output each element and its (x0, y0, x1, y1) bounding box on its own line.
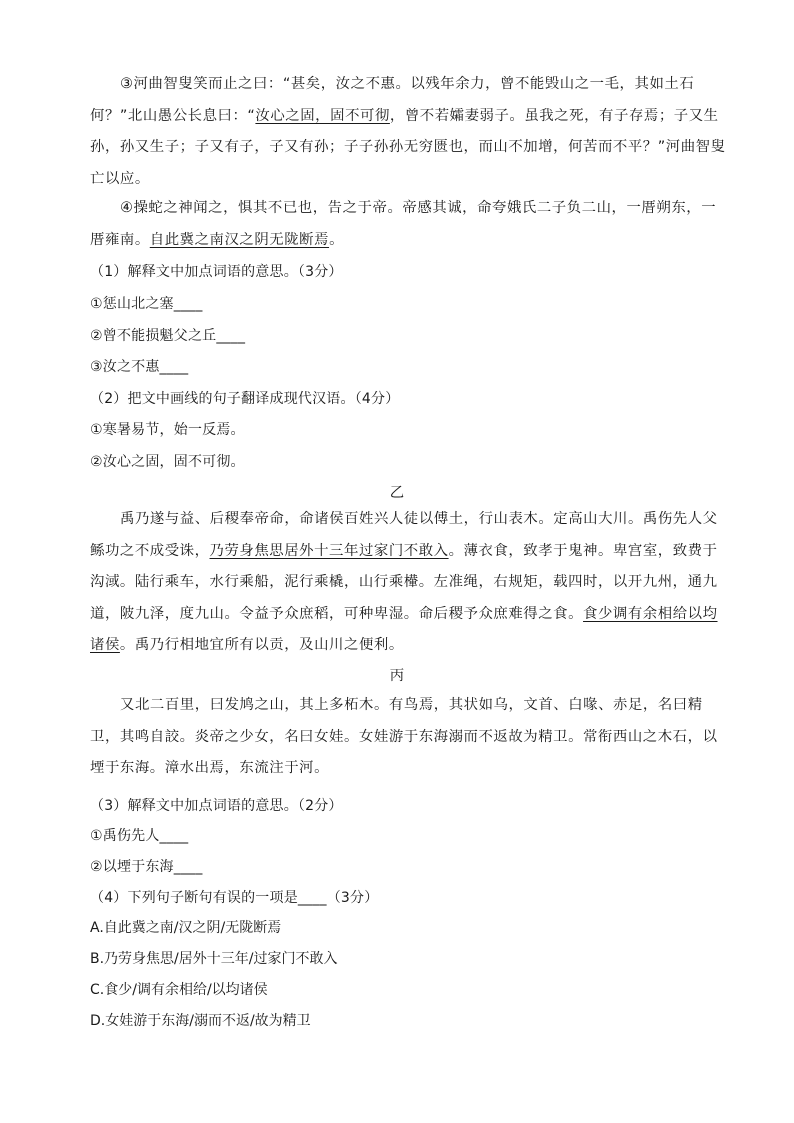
question-4: （4）下列句子断句有误的一项是____（3分） (90, 890, 379, 906)
passage-jia-paragraph-4 (90, 193, 730, 256)
heading-yi: 乙 (389, 485, 405, 501)
passage-jia-paragraph-3 (90, 69, 730, 195)
question-2-item-b: ②汝心之固，固不可彻。 (90, 454, 245, 470)
option-a: A.自此冀之南/汉之阴/无陇断焉 (90, 920, 282, 936)
yi-text-2: 。薄衣食，致孝于鬼神。卑宫室，致费于沟淢。陆行乘车，水行乘船，泥行乘橇，山行乘檋。左准绳，右规矩，载四时，以开九州，通九道，陂九泽，度九山。令益予众庶稻，可种卑湿。命后稷予众庶难得之食。 (90, 542, 718, 622)
p3-underlined-sentence: 汝心之固，固不可彻 (255, 107, 390, 124)
option-b: B.乃劳身焦思/居外十三年/过家门不敢入 (90, 951, 338, 967)
p3-text: ③河曲智叟笑而止之曰：“甚矣，汝之不惠。以残年余力，曾不能毁山之一毛，其如土石何？”北山愚公长息曰：“ (90, 76, 695, 124)
yi-text-1: 禹乃遂与益、后稷奉帝命，命诸侯百姓兴人徒以傅土，行山表木。定高山大川。禹伤先人父鲧功之不成受诛， (90, 511, 718, 559)
question-1-item-b: ②曾不能损魁父之丘____ (90, 328, 246, 344)
option-c: C.食少/调有余相给/以均诸侯 (90, 982, 268, 998)
question-3-item-b: ②以堙于东海____ (90, 859, 203, 875)
question-3: （3）解释文中加点词语的意思。（2分） (90, 798, 343, 814)
p3-rest: ，曾不若孀妻弱子。虽我之死，有子存焉；子又生孙，孙又生子；子又有子，子又有孙；子子孙孙无穷匮也，而山不加增，何苦而不平？”河曲智叟亡以应。 (90, 107, 726, 187)
yi-underlined-sentence-2: 食少调有余相给以均诸侯 (90, 605, 718, 653)
question-1: （1）解释文中加点词语的意思。（3分） (90, 264, 343, 280)
question-2-item-a: ①寒暑易节，始一反焉。 (90, 422, 245, 438)
p4-end: 。 (329, 231, 345, 248)
p4-text: ④操蛇之神闻之，惧其不已也，告之于帝。帝感其诚，命夸娥氏二子负二山，一厝朔东，一厝雍南。 (90, 200, 717, 248)
question-1-item-c: ③汝之不惠____ (90, 359, 189, 375)
question-2: （2）把文中画线的句子翻译成现代汉语。（4分） (90, 391, 400, 407)
passage-yi (90, 504, 730, 662)
yi-text-3: 。禹乃行相地宜所有以贡，及山川之便利。 (119, 637, 404, 653)
passage-bing: 又北二百里，曰发鸠之山，其上多柘木。有鸟焉，其状如乌，文首、白喙、赤足，名曰精卫，其鸣自詨。炎帝之少女，名曰女娃。女娃游于东海溺而不返故为精卫。常衔西山之木石，以堙于东海。漳水出焉，东流注于河。 (90, 697, 718, 776)
question-3-item-a: ①禹伤先人____ (90, 828, 189, 844)
option-d: D.女娃游于东海/溺而不返/故为精卫 (90, 1013, 311, 1029)
question-1-item-a: ①惩山北之塞____ (90, 296, 203, 312)
heading-bing: 丙 (389, 668, 405, 684)
yi-underlined-sentence-1: 乃劳身焦思居外十三年过家门不敢入 (209, 542, 449, 559)
p4-underlined-sentence: 自此冀之南汉之阴无陇断焉 (149, 231, 330, 248)
